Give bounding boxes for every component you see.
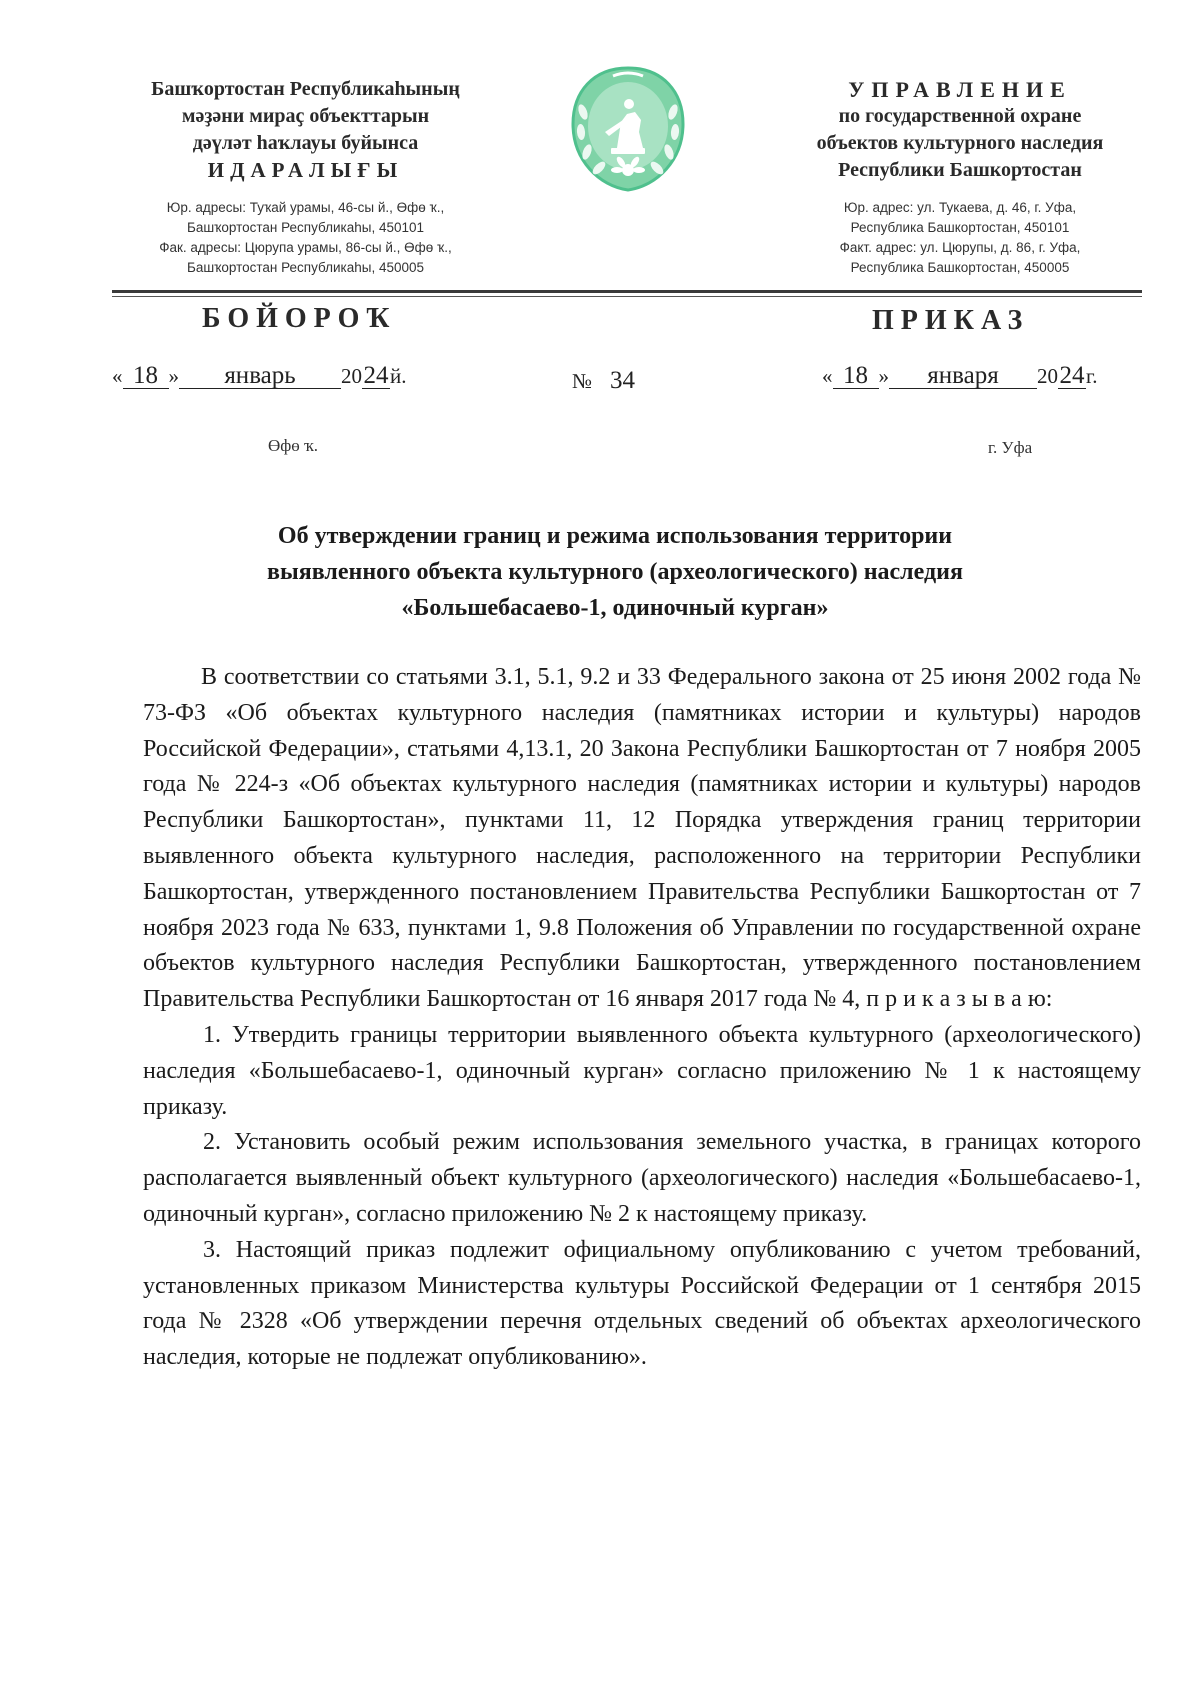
title-line: Об утверждении границ и режима использования территории: [277, 523, 953, 549]
year-mark: й.: [390, 364, 407, 388]
doc-type-bashkir: БОЙОРОҠ: [202, 303, 397, 334]
year-suffix: 24: [363, 362, 389, 389]
order-number: [572, 367, 635, 395]
date-bashkir: [112, 364, 407, 389]
address-line: Башҡортостан Республикаһы, 450005: [186, 260, 425, 275]
address-line: Юр. адрес: ул. Тукаева, д. 46, г. Уфа,: [843, 200, 1077, 215]
address-block: [780, 198, 1140, 278]
header-left-bashkir: [118, 76, 493, 278]
org-name-line: Республики Башкортостан: [838, 159, 1082, 181]
number-sign: №: [572, 369, 593, 393]
org-name-line: Башҡортостан Республикаһының: [151, 78, 460, 100]
org-name-line: дәүләт һаҡлауы буйынса: [192, 132, 419, 154]
city-russian: г. Уфа: [988, 438, 1033, 457]
number-value: 34: [610, 367, 636, 394]
header-right-russian: [780, 76, 1140, 278]
org-title: УПРАВЛЕНИЕ: [848, 77, 1072, 102]
quote-close: »: [168, 364, 179, 388]
quote-open: «: [822, 364, 833, 388]
address-block: [118, 198, 493, 278]
header-divider-thick: [112, 290, 1142, 293]
date-month: январь: [179, 364, 341, 389]
date-day: 18: [833, 364, 879, 389]
document-body: [143, 660, 1141, 1376]
year-prefix: 20: [341, 364, 362, 388]
order-item: 2. Установить особый режим использования земельного участка, в границах которого располагается выявленный объект культурного (археологического) наследия «Большебасаево-1, одиночный курган», согласно приложению № 2 к настоящему приказу.: [143, 1129, 1141, 1227]
address-line: Республика Башкортостан, 450101: [850, 220, 1070, 235]
year-prefix: 20: [1037, 364, 1058, 388]
quote-close: »: [878, 364, 889, 388]
doc-type-russian: ПРИКАЗ: [872, 305, 1030, 336]
preamble-paragraph: В соответствии со статьями 3.1, 5.1, 9.2 и 33 Федерального закона от 25 июня 2002 года № 73-ФЗ «Об объектах культурного наследия (памятниках истории и культуры) народов Российской Федерации», статьями 4,13.1, 20 Закона Республики Башкортостан от 7 ноября 2005 года № 224-з «Об объектах культурного наследия (памятниках истории и культуры) народов Республики Башкортостан», пунктами 11, 12 Порядка утверждения границ территории выявленного объекта культурного наследия, расположенного на территории Республики Башкортостан, утвержденного постановлением Правительства Республики Башкортостан от 7 ноября 2023 года № 633, пунктами 1, 9.8 Положения об Управлении по государственной охране объектов культурного наследия Республики Башкортостан, утвержденного постановлением Правительства Республики Башкортостан от 16 января 2017 года № 4, п р и к а з ы в а ю:: [143, 664, 1141, 1013]
date-day: 18: [123, 364, 169, 389]
order-item: 1. Утвердить границы территории выявленного объекта культурного (археологического) наследия «Большебасаево-1, одиночный курган» согласно приложению № 1 к настоящему приказу.: [143, 1021, 1141, 1120]
document-title: [150, 518, 1080, 626]
quote-open: «: [112, 364, 123, 388]
year-mark: г.: [1086, 364, 1098, 388]
date-russian: [822, 364, 1098, 389]
address-line: Фак. адресы: Цюрупа урамы, 86-сы й., Өфө ҡ.,: [159, 240, 452, 255]
title-line: выявленного объекта культурного (археологического) наследия: [267, 559, 963, 585]
address-line: Факт. адрес: ул. Цюрупы, д. 86, г. Уфа,: [839, 240, 1081, 255]
address-line: Башҡортостан Республикаһы, 450101: [186, 220, 425, 235]
header-divider-thin: [112, 296, 1142, 297]
date-month: января: [889, 364, 1037, 389]
org-name-line: по государственной охране: [838, 105, 1082, 127]
address-line: Юр. адресы: Туҡай урамы, 46-сы й., Өфө ҡ.,: [166, 200, 445, 215]
org-title: ИДАРАЛЫҒЫ: [207, 158, 404, 182]
year-suffix: 24: [1059, 362, 1085, 389]
org-name-line: мәҙәни мираҫ объекттарын: [181, 105, 430, 127]
city-bashkir: Өфө ҡ.: [268, 436, 319, 455]
org-name-line: объектов культурного наследия: [816, 132, 1104, 154]
coat-of-arms-emblem: [565, 62, 691, 194]
title-line: «Большебасаево-1, одиночный курган»: [401, 595, 829, 621]
order-item: 3. Настоящий приказ подлежит официальному опубликованию с учетом требований, установленных приказом Министерства культуры Российской Федерации от 1 сентября 2015 года № 2328 «Об утверждении перечня отдельных сведений об объектах археологического наследия, которые не подлежат опубликованию».: [143, 1236, 1141, 1371]
address-line: Республика Башкортостан, 450005: [850, 260, 1070, 275]
